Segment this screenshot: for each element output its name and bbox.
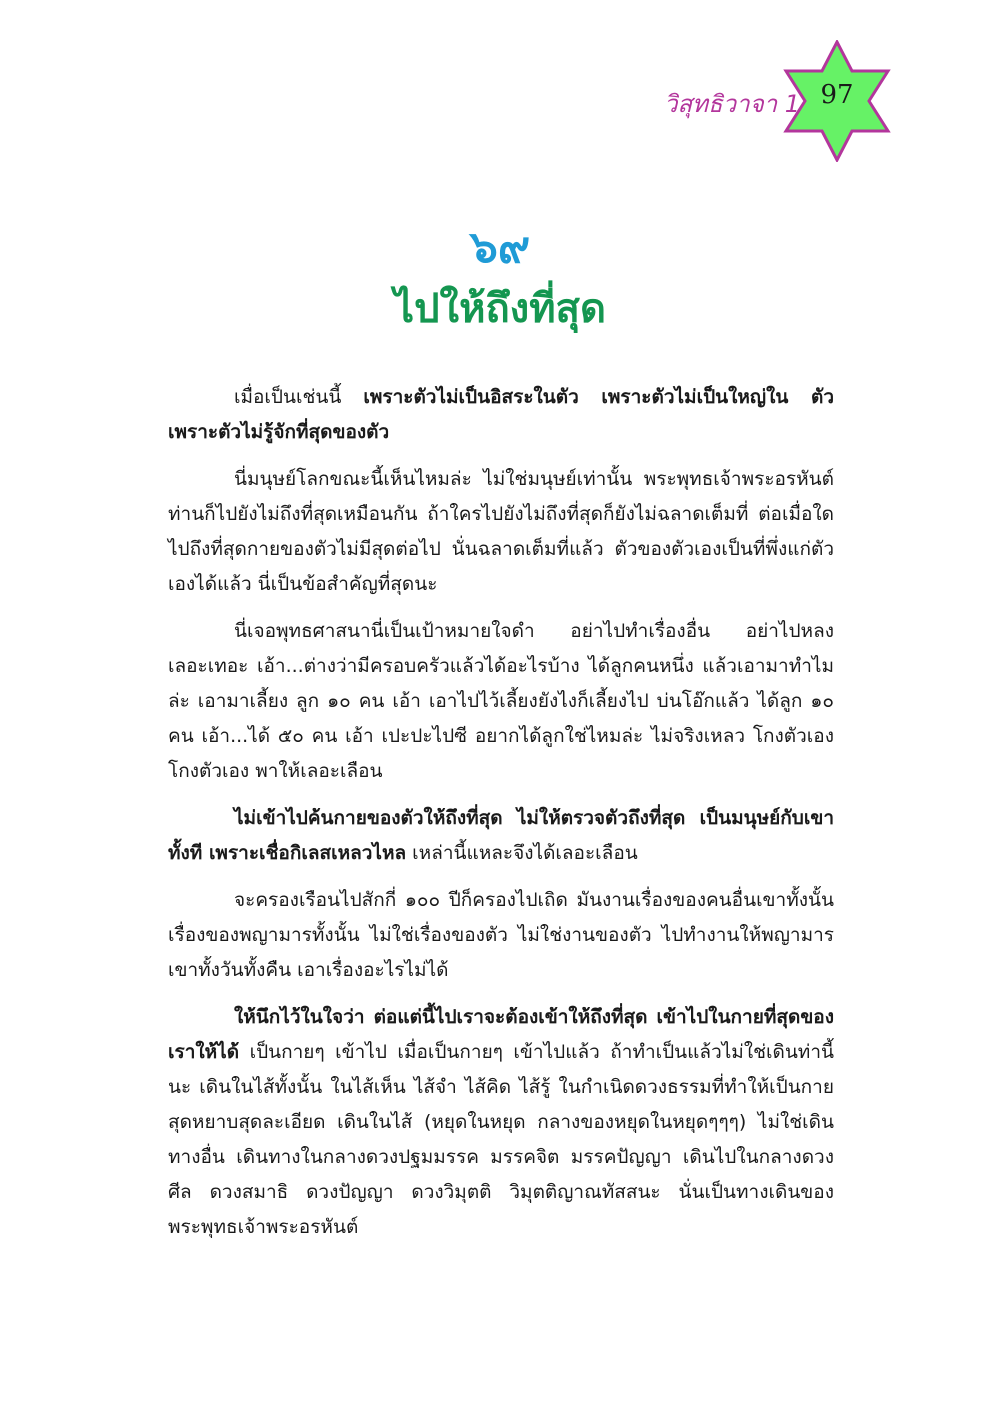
paragraph-3 xyxy=(168,614,834,789)
paragraph-4-bold: ไม่เข้าไปค้นกายของตัวให้ถึงที่สุด ไม่ให้ตรวจตัวถึงที่สุด เป็นมนุษย์กับเขาทั้งที เพราะเชื่อกิเลสเหลวไหล xyxy=(168,807,834,864)
paragraph-4 xyxy=(168,801,834,871)
paragraph-4-plain: เหล่านี้แหละจึงได้เลอะเลือน xyxy=(406,842,638,864)
paragraph-5 xyxy=(168,883,834,988)
paragraph-2-plain: นี่มนุษย์โลกขณะนี้เห็นไหมล่ะ ไม่ใช่มนุษย์เท่านั้น พระพุทธเจ้าพระอรหันต์ท่านก็ไปยังไม่ถึงที่สุดเหมือนกัน ถ้าใครไปยังไม่ถึงที่สุดก็ยังไม่ฉลาดเต็มที่ ต่อเมื่อใดไปถึงที่สุดกายของตัวไม่มีสุดต่อไป นั่นฉลาดเต็มที่แล้ว ตัวของตัวเองเป็นที่พึ่งแก่ตัวเองได้แล้ว นี่เป็นข้อสำคัญที่สุดนะ xyxy=(168,468,834,595)
paragraph-1-bold: เพราะตัวไม่เป็นอิสระในตัว เพราะตัวไม่เป็นใหญ่ใน ตัว เพราะตัวไม่รู้จักที่สุดของตัว xyxy=(168,386,834,443)
paragraph-6 xyxy=(168,1000,834,1245)
running-head: วิสุทธิวาจา 1 xyxy=(664,90,800,118)
page-number-star xyxy=(780,40,894,162)
paragraph-1-plain: เมื่อเป็นเช่นนี้ xyxy=(234,386,364,408)
paragraph-1 xyxy=(168,380,834,450)
chapter-title: ไปให้ถึงที่สุด xyxy=(394,286,606,332)
paragraph-3-plain: นี่เจอพุทธศาสนานี่เป็นเป้าหมายใจดำ อย่าไปทำเรื่องอื่น อย่าไปหลงเลอะเทอะ เอ้า...ต่างว่ามีครอบครัวแล้วได้อะไรบ้าง ได้ลูกคนหนึ่ง แล้วเอามาทำไมล่ะ เอามาเลี้ยง ลูก ๑๐ คน เอ้า เอาไปไว้เลี้ยงยังไงก็เลี้ยงไป บ่นโอ๊กแล้ว ได้ลูก ๑๐ คน เอ้า...ได้ ๕๐ คน เอ้า เปะปะไปซี อยากได้ลูกใช่ไหมล่ะ ไม่จริงเหลว โกงตัวเอง โกงตัวเอง พาให้เลอะเลือน xyxy=(168,620,834,782)
page-number: 97 xyxy=(820,80,854,110)
chapter-number: ๖๙ xyxy=(469,222,531,273)
body-text xyxy=(168,380,834,1257)
paragraph-5-plain: จะครองเรือนไปสักกี่ ๑๐๐ ปีก็ครองไปเถิด มันงานเรื่องของคนอื่นเขาทั้งนั้น เรื่องของพญามารทั้งนั้น ไม่ใช่เรื่องของตัว ไม่ใช่งานของตัว ไปทำงานให้พญามารเขาทั้งวันทั้งคืน เอาเรื่องอะไรไม่ได้ xyxy=(168,889,834,981)
paragraph-6-plain: เป็นกายๆ เข้าไป เมื่อเป็นกายๆ เข้าไปแล้ว ถ้าทำเป็นแล้วไม่ใช่เดินท่านี้นะ เดินในไส้ทั้งนั้น ในไส้เห็น ไส้จำ ไส้คิด ไส้รู้ ในกำเนิดดวงธรรมที่ทำให้เป็นกายสุดหยาบสุดละเอียด เดินในไส้ (หยุดในหยุด กลางของหยุดในหยุดๆๆๆ) ไม่ใช่เดินทางอื่น เดินทางในกลางดวงปฐมมรรค มรรคจิต มรรคปัญญา เดินไปในกลางดวงศีล ดวงสมาธิ ดวงปัญญา ดวงวิมุตติ วิมุตติญาณทัสสนะ นั่นเป็นทางเดินของพระพุทธเจ้าพระอรหันต์ xyxy=(168,1041,834,1238)
paragraph-6-bold: ให้นึกไว้ในใจว่า ต่อแต่นี้ไปเราจะต้องเข้าให้ถึงที่สุด เข้าไปในกายที่สุดของเราให้ได้ xyxy=(168,1006,834,1063)
paragraph-2 xyxy=(168,462,834,602)
